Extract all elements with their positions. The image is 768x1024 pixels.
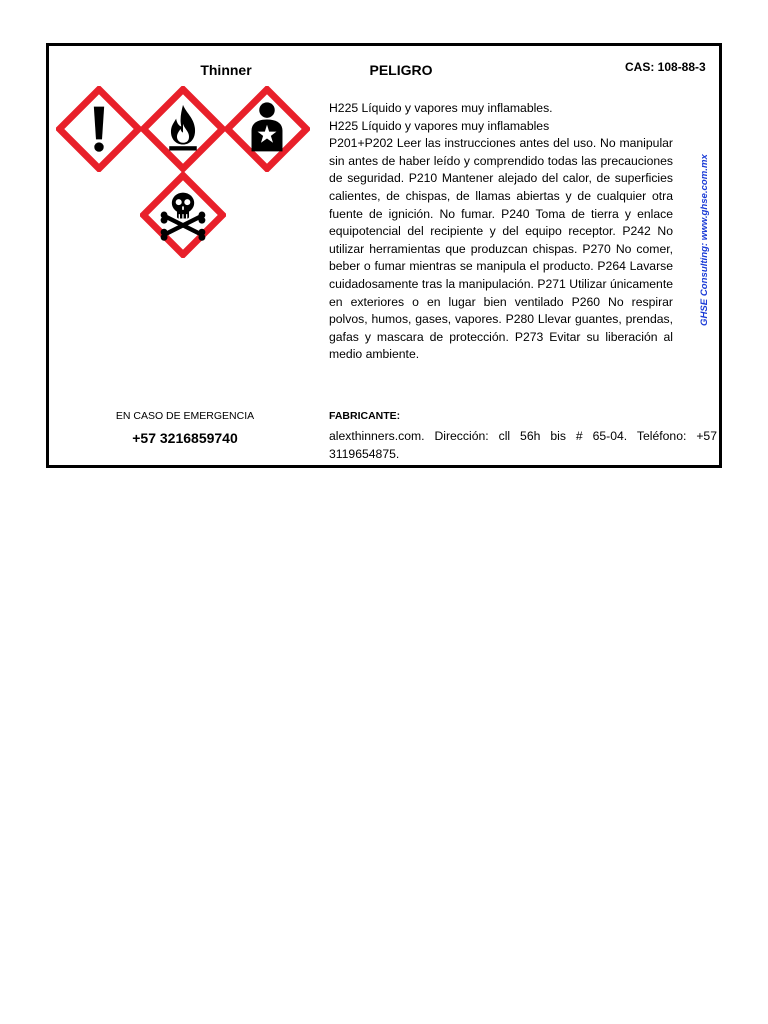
ghs-label: [46, 43, 722, 468]
side-credit-text: GHSE Consulting: www.ghse.com.mx: [699, 154, 710, 326]
emergency-title: EN CASO DE EMERGENCIA: [115, 410, 255, 422]
cas-number: CAS: 108-88-3: [625, 60, 706, 74]
product-name: Thinner: [200, 62, 252, 78]
manufacturer-text: alexthinners.com. Dirección: cll 56h bis # 65-04. Teléfono: +57 3119654875.: [329, 429, 717, 461]
exclamation-mark-icon: [56, 86, 142, 172]
skull-crossbones-icon: [140, 172, 226, 258]
flame-icon: [140, 86, 226, 172]
manufacturer-title: FABRICANTE:: [329, 410, 401, 422]
signal-word: PELIGRO: [369, 62, 433, 78]
hazard-statement-1: H225 Líquido y vapores muy inflamables.: [329, 101, 553, 115]
hazard-statement-2: H225 Líquido y vapores muy inflamables: [329, 118, 550, 133]
precautionary-statements: P201+P202 Leer las instrucciones antes del uso. No manipular sin antes de haber leído y comprendido todas las precauciones de seguridad. P210 Mantener alejado del calor, de superficies calientes, de chispas, de llamas abiertas y de cualquier otra fuente de ignición. No fumar. P240 Toma de tierra y enlace equipotencial del recipiente y del equipo receptor. P242 No utilizar herramientas que produzcan chispas. P270 No comer, beber o fumar mientras se manipula el producto. P264 Lavarse cuidadosamente tras la manipulación. P271 Utilizar únicamente en exteriores o en lugar bien ventilado P260 No respirar polvos, humos, gases, vapores. P280 Llevar guantes, prendas, gafas y mascara de protección. P273 Evitar su liberación al medio ambiente.: [329, 136, 673, 362]
hazard-statements: [329, 100, 673, 364]
emergency-phone: +57 3216859740: [132, 430, 238, 446]
health-hazard-icon: [224, 86, 310, 172]
